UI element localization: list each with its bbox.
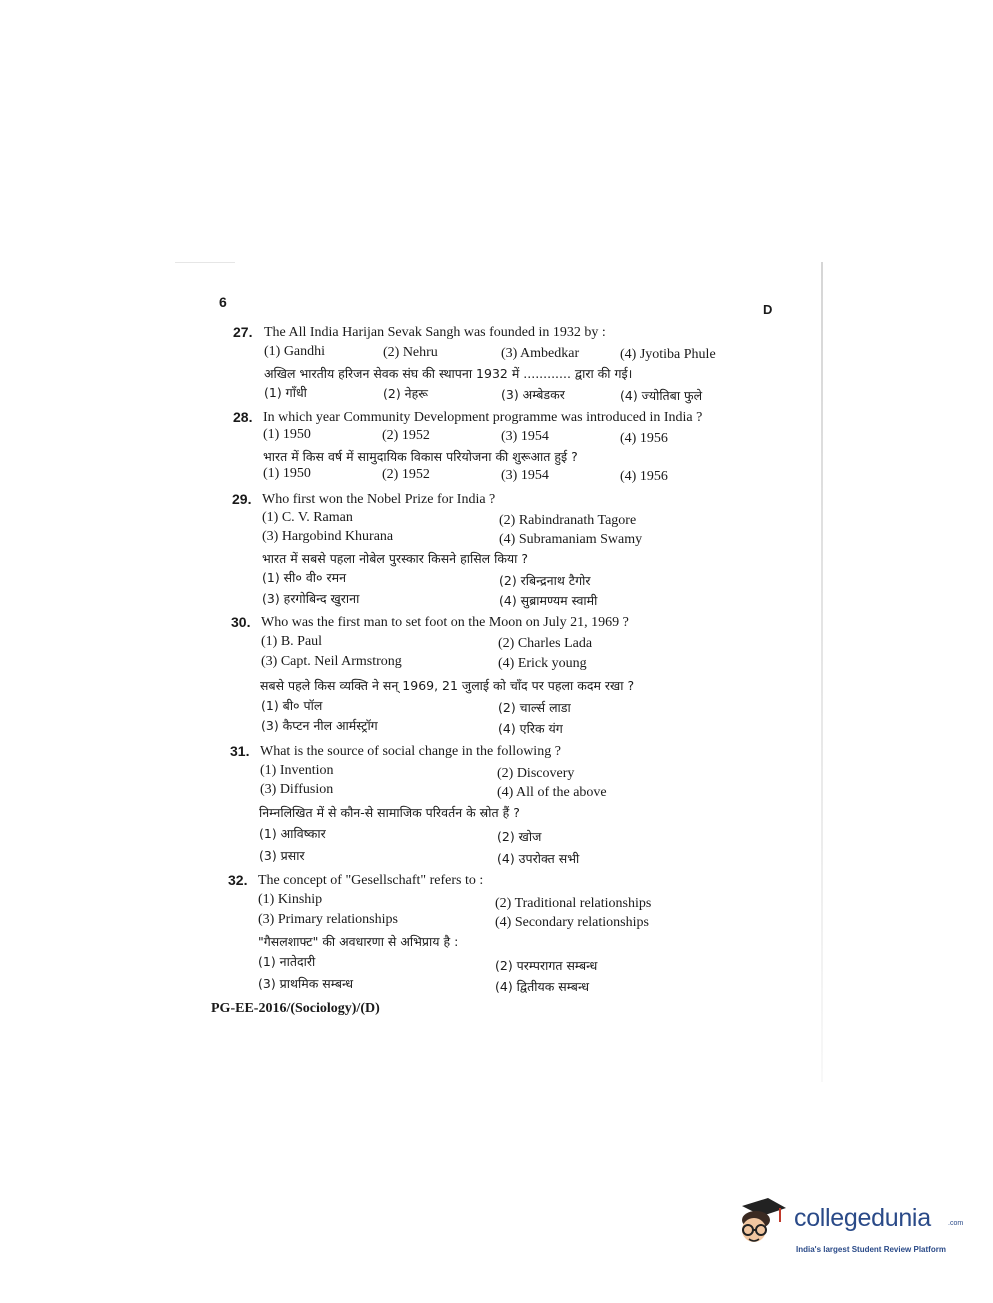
option-en: (3) 1954 — [501, 429, 549, 444]
question-text-hi: सबसे पहले किस व्यक्ति ने सन् 1969, 21 जुलाई को चाँद पर पहला कदम रखा ? — [260, 678, 635, 693]
option-en: (1) B. Paul — [261, 634, 323, 649]
option-en: (1) Invention — [260, 763, 334, 778]
question-number: 31. — [230, 743, 250, 759]
option-hi: (2) नेहरू — [383, 386, 428, 401]
option-hi: (2) चार्ल्स लाडा — [498, 700, 571, 715]
option-hi: (1) आविष्कार — [259, 826, 326, 841]
question-text-hi: अखिल भारतीय हरिजन सेवक संघ की स्थापना 1932 में ............ द्वारा की गई। — [264, 366, 633, 381]
option-en: (3) Capt. Neil Armstrong — [261, 654, 402, 669]
option-en: (3) Primary relationships — [258, 912, 398, 927]
option-en: (3) Hargobind Khurana — [262, 529, 394, 544]
option-hi: (3) प्रसार — [259, 848, 305, 863]
question-number: 30. — [231, 614, 251, 630]
collegedunia-logo[interactable] — [734, 1192, 964, 1267]
option-hi: (2) रबिन्द्रनाथ टैगोर — [499, 573, 591, 588]
option-en: (2) 1952 — [382, 428, 430, 443]
question-number: 28. — [233, 409, 253, 425]
option-hi: (4) ज्योतिबा फुले — [620, 388, 703, 403]
option-en: (4) Secondary relationships — [495, 915, 649, 930]
option-hi: (2) परम्परागत सम्बन्ध — [495, 958, 598, 973]
question-number: 27. — [233, 324, 253, 340]
option-hi: (3) हरगोबिन्द खुराना — [262, 591, 360, 606]
option-hi: (2) खोज — [497, 829, 542, 844]
option-en: (2) Charles Lada — [498, 636, 593, 651]
question-text-en: Who first won the Nobel Prize for India ? — [262, 492, 496, 507]
option-en: (3) Ambedkar — [501, 346, 580, 361]
paper-edge — [175, 262, 235, 263]
option-en: (1) 1950 — [263, 427, 311, 442]
question-text-hi: भारत में सबसे पहला नोबेल पुरस्कार किसने हासिल किया ? — [262, 551, 529, 566]
option-en: (1) C. V. Raman — [262, 510, 353, 525]
option-hi: (3) कैप्टन नील आर्मस्ट्रॉग — [261, 718, 378, 733]
option-en: (2) Rabindranath Tagore — [499, 513, 637, 528]
option-hi: (1) बी० पॉल — [261, 698, 323, 713]
option-hi: (4) 1956 — [620, 469, 668, 484]
option-en: (2) Discovery — [497, 766, 575, 781]
option-en: (4) Jyotiba Phule — [620, 347, 716, 362]
option-en: (2) Traditional relationships — [495, 896, 652, 911]
question-text-en: In which year Community Development programme was introduced in India ? — [263, 410, 703, 425]
option-hi: (3) 1954 — [501, 468, 549, 483]
option-hi: (1) गाँधी — [264, 385, 307, 400]
question-text-hi: "गैसलशाफ्ट" की अवधारणा से अभिप्राय है : — [258, 934, 459, 949]
option-hi: (4) उपरोक्त सभी — [497, 851, 580, 866]
option-en: (2) Nehru — [383, 345, 438, 360]
question-text-en: The All India Harijan Sevak Sangh was founded in 1932 by : — [264, 325, 606, 340]
option-hi: (2) 1952 — [382, 467, 430, 482]
option-hi: (1) सी० वी० रमन — [262, 570, 347, 585]
option-hi: (4) सुब्रामण्यम स्वामी — [499, 593, 598, 608]
question-number: 32. — [228, 872, 248, 888]
question-text-hi: भारत में किस वर्ष में सामुदायिक विकास परियोजना की शुरूआत हुई ? — [263, 449, 578, 464]
option-en: (4) 1956 — [620, 431, 668, 446]
option-hi: (1) 1950 — [263, 466, 311, 481]
question-text-en: Who was the first man to set foot on the Moon on July 21, 1969 ? — [261, 615, 629, 630]
option-en: (4) Erick young — [498, 656, 587, 671]
option-hi: (3) प्राथमिक सम्बन्ध — [258, 976, 354, 991]
logo-tagline: India's largest Student Review Platform — [796, 1245, 946, 1254]
page-number: 6 — [219, 294, 227, 310]
question-number: 29. — [232, 491, 252, 507]
option-hi: (1) नातेदारी — [258, 954, 316, 969]
question-text-en: The concept of "Gesellschaft" refers to : — [258, 873, 484, 888]
option-en: (1) Kinship — [258, 892, 323, 907]
option-hi: (4) एरिक यंग — [498, 721, 563, 736]
option-hi: (4) द्वितीयक सम्बन्ध — [495, 979, 590, 994]
series-code: D — [763, 302, 773, 317]
option-hi: (3) अम्बेडकर — [501, 387, 565, 402]
option-en: (3) Diffusion — [260, 782, 334, 797]
logo-wordmark: collegedunia — [794, 1204, 931, 1232]
question-text-hi: निम्नलिखित में से कौन-से सामाजिक परिवर्तन के स्रोत हैं ? — [259, 805, 520, 820]
logo-domain: .com — [948, 1220, 964, 1227]
question-text-en: What is the source of social change in the following ? — [260, 744, 561, 759]
option-en: (4) Subramaniam Swamy — [499, 532, 643, 547]
option-en: (4) All of the above — [497, 785, 607, 800]
paper-edge — [821, 262, 823, 1082]
option-en: (1) Gandhi — [264, 344, 326, 359]
paper-code-footer: PG-EE-2016/(Sociology)/(D) — [211, 1001, 380, 1016]
student-mascot-icon — [734, 1192, 790, 1252]
